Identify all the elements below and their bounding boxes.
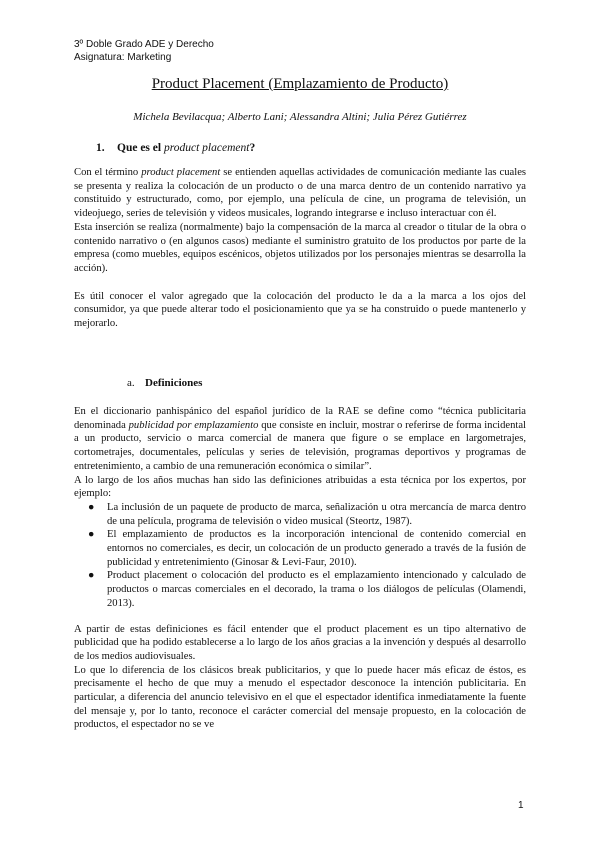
authors-line: Michela Bevilacqua; Alberto Lani; Alessandra Altini; Julia Pérez Gutiérrez [133,111,467,123]
subsection-a-title: Definiciones [145,377,203,389]
text-run: que consiste en incluir, mostrar o referirse de forma incidental a un producto, servicio o marca comercial de manera que figure o se emplace en largometrajes, cortometrajes, documentales, películas y series de televisión, programas deportivos y programas de entretenimiento, a cambio de una remuneración económica o similar”. [74,419,526,472]
section-1-heading-italic: product placement [163,142,250,154]
paragraph: Lo que lo diferencia de los clásicos break publicitarios, y que lo puede hacer más eficaz de éstos, es precisamente el hecho de que muy a menudo el espectador desconoce la intención publicitaria. En particular, a diferencia del anuncio televisivo en el que el espectador identifica inmediatamente la fuente del mensaje y, por lo tanto, reconoce el carácter comercial del mensaje propuesto, en la colocación de productos, el espectador no se ve [74,664,526,731]
list-item-text: El emplazamiento de productos es la incorporación intencional de contenido comercial en entornos no comerciales, es decir, un colocación de un producto generado a través de la fusión de publicidad y entretenimiento (Ginosar & Levi-Faur, 2010). [107,529,526,568]
subsection-a-letter: a. [127,377,135,389]
definitions-list [74,501,526,611]
page-header [74,38,214,64]
section-1-heading-suffix: ? [249,142,256,154]
text-run: Con el término [74,167,142,178]
paragraph: Esta inserción se realiza (normalmente) bajo la compensación de la marca al creador o titular de la obra o contenido narrativo o (en algunos casos) mediante el suministro gratuito de los productos por parte de la empresa (como muebles, equipos escénicos, objetos utilizados por los personajes mientras se desarrolla la acción). [74,221,526,274]
paragraph: Es útil conocer el valor agregado que la colocación del producto le da a la marca a los ojos del consumidor, ya que puede alterar todo el posicionamiento que ya se ha construido o puede mantenerlo y mejorarlo. [74,290,526,330]
bullet-icon: ● [88,501,95,513]
page-number: 1 [518,800,524,811]
paragraph [74,405,526,474]
spacer [74,276,526,290]
section-1-body [74,166,526,331]
subsection-a-heading [127,377,202,389]
spacer [74,611,526,623]
list-item-text: Product placement o colocación del producto es el emplazamiento intencionado y calculado de productos o marcas comerciales en el decorado, la trama o los diálogos de películas (Olamendi, 2013). [107,570,526,609]
italic-term: publicidad por emplazamiento [128,419,259,431]
header-subject: Asignatura: Marketing [74,52,172,63]
paragraph: A lo largo de los años muchas han sido las definiciones atribuidas a esta técnica por los expertos, por ejemplo: [74,474,526,500]
list-item [74,569,526,610]
italic-term: product placement [141,167,221,178]
subsection-a-body [74,405,526,732]
text-run: se entienden aquellas actividades de comunicación mediante las cuales se presenta y realiza la colocación de un producto o de una marca dentro de un contenido narrativo ya constituido y estructurado, como, por ejemplo, una película de cine, un programa de televisión, un videojuego, series de televisión y videos musicales, logrando integrarse e incluso interactuar con él. [74,167,527,220]
list-item [74,501,526,528]
list-item-text: La inclusión de un paquete de producto de marca, señalización u otra mercancía de marca dentro de una película, programa de televisión o video musical (Steortz, 1987). [107,501,526,527]
bullet-icon: ● [88,529,95,541]
paragraph: A partir de estas definiciones es fácil entender que el product placement es un tipo alternativo de publicidad que ha podido establecerse a lo largo de los años gracias a la invención y después al desarrollo de los medios audiovisuales. [74,623,526,662]
document-title: Product Placement (Emplazamiento de Producto) [151,76,449,92]
section-1-number: 1. [96,142,105,154]
header-course: 3º Doble Grado ADE y Derecho [74,39,214,50]
list-item [74,528,526,569]
paragraph [74,166,526,221]
section-1-heading [96,142,255,154]
bullet-icon: ● [88,570,95,582]
text-run: En el diccionario panhispánico del español jurídico de la RAE se define como “técnica publicitaria denominada [74,406,526,431]
section-1-heading-prefix: Que es el [117,142,164,154]
